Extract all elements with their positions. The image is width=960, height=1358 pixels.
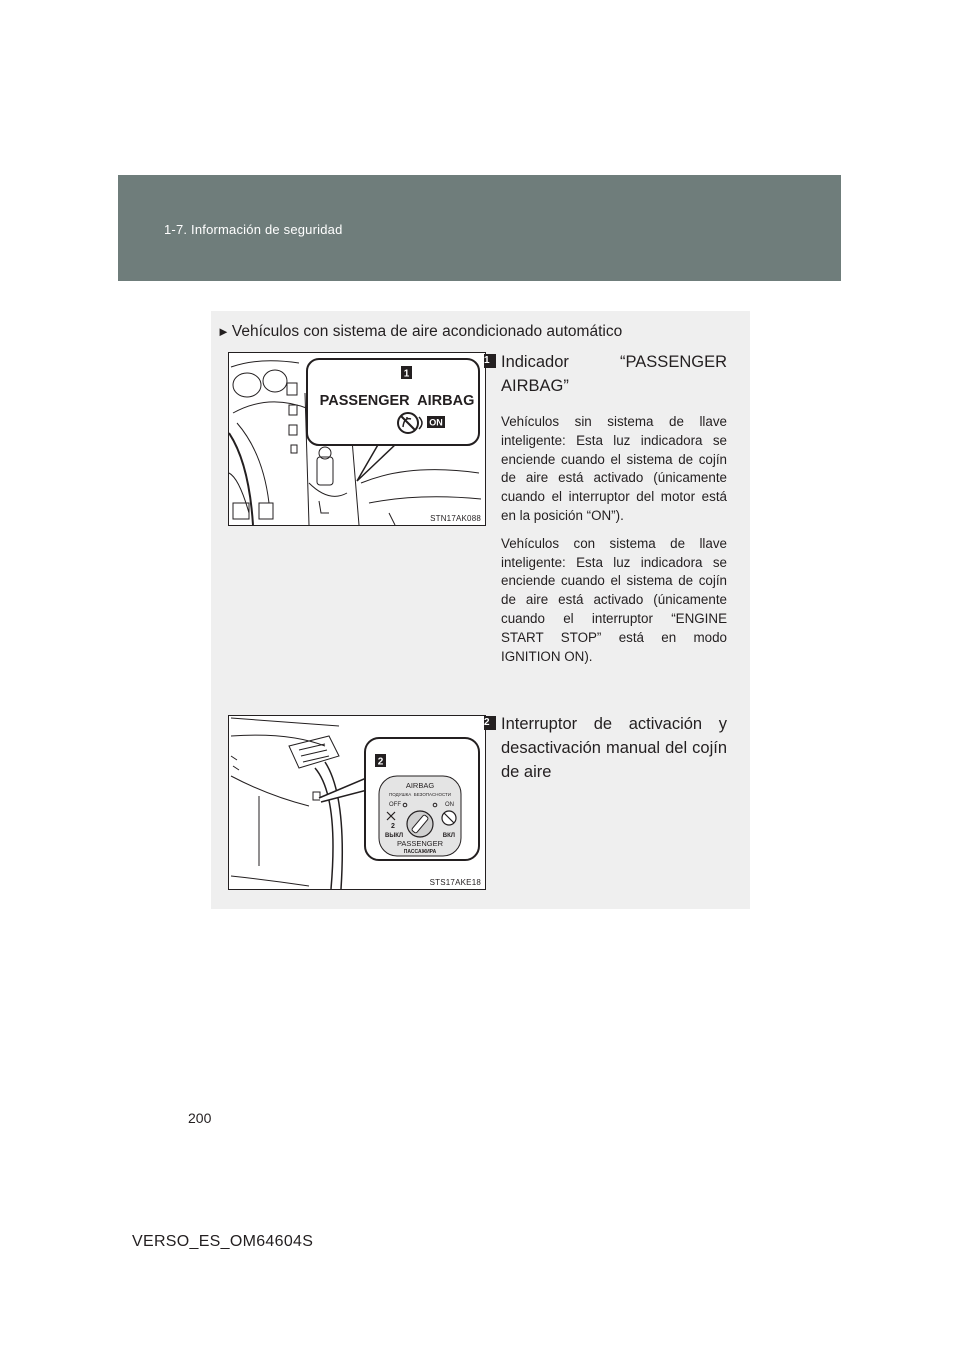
- triangle-bullet-icon: ►: [217, 324, 230, 339]
- item-1-paragraph-1: Vehículos sin sistema de llave inteligente: Esta luz indicadora se enciende cuando el sistema de cojín de aire está activado (únicamente cuando el interruptor del motor está en la posición “ON”).: [501, 414, 727, 523]
- svg-text:2: 2: [391, 823, 395, 830]
- on-label: ON: [429, 417, 443, 428]
- passenger-label-ru: ПАССАЖИРА: [403, 849, 437, 855]
- item-1-title: 1 Indicador “PASSENGER AIRBAG”: [484, 353, 727, 395]
- content-box: [211, 311, 750, 909]
- airbag-on-icon: [442, 811, 456, 825]
- callout-number-2: 2: [377, 756, 384, 768]
- passenger-airbag-indicator-illustration: [228, 352, 486, 526]
- item-1: [484, 350, 727, 666]
- on-label-ru: ВКЛ: [442, 833, 455, 839]
- key-slot-icon: [407, 811, 433, 837]
- callout-number-1: 1: [403, 368, 410, 380]
- section-header-band: [118, 175, 841, 281]
- section-title: 1-7. Información de seguridad: [164, 222, 343, 237]
- passenger-label: PASSENGER: [396, 839, 444, 848]
- item-2: [484, 712, 727, 784]
- on-label: ON: [445, 802, 454, 808]
- item-2-title: 2 Interruptor de activación y desactivación manual del cojín de aire: [484, 715, 727, 781]
- item-number-badge: 1: [484, 354, 496, 368]
- off-label-ru: ВЫКЛ: [385, 833, 404, 839]
- illustration-code: STN17AK088: [430, 514, 481, 523]
- item-1-paragraph-2: Vehículos con sistema de llave inteligente: Esta luz indicadora se enciende cuando el sistema de cojín de aire está activado (únicamente cuando el interruptor “ENGINE START STOP” está en modo IGNITION ON).: [501, 535, 727, 664]
- document-code: VERSO_ES_OM64604S: [132, 1233, 314, 1250]
- item-number-badge: 2: [484, 716, 496, 730]
- airbag-manual-switch-illustration: [228, 715, 486, 890]
- content-heading: [217, 323, 622, 341]
- content-heading-text: Vehículos con sistema de aire acondicionado automático: [231, 323, 623, 340]
- illustration-code: STS17AKE18: [429, 878, 481, 887]
- page-number: 200: [188, 1110, 212, 1126]
- airbag-label-ru: ПОДУШКА БЕЗОПАСНОСТИ: [388, 792, 452, 797]
- passenger-airbag-indicator-text: PASSENGER AIRBAG: [319, 393, 475, 409]
- airbag-label: AIRBAG: [405, 781, 435, 790]
- off-label: OFF: [389, 802, 401, 808]
